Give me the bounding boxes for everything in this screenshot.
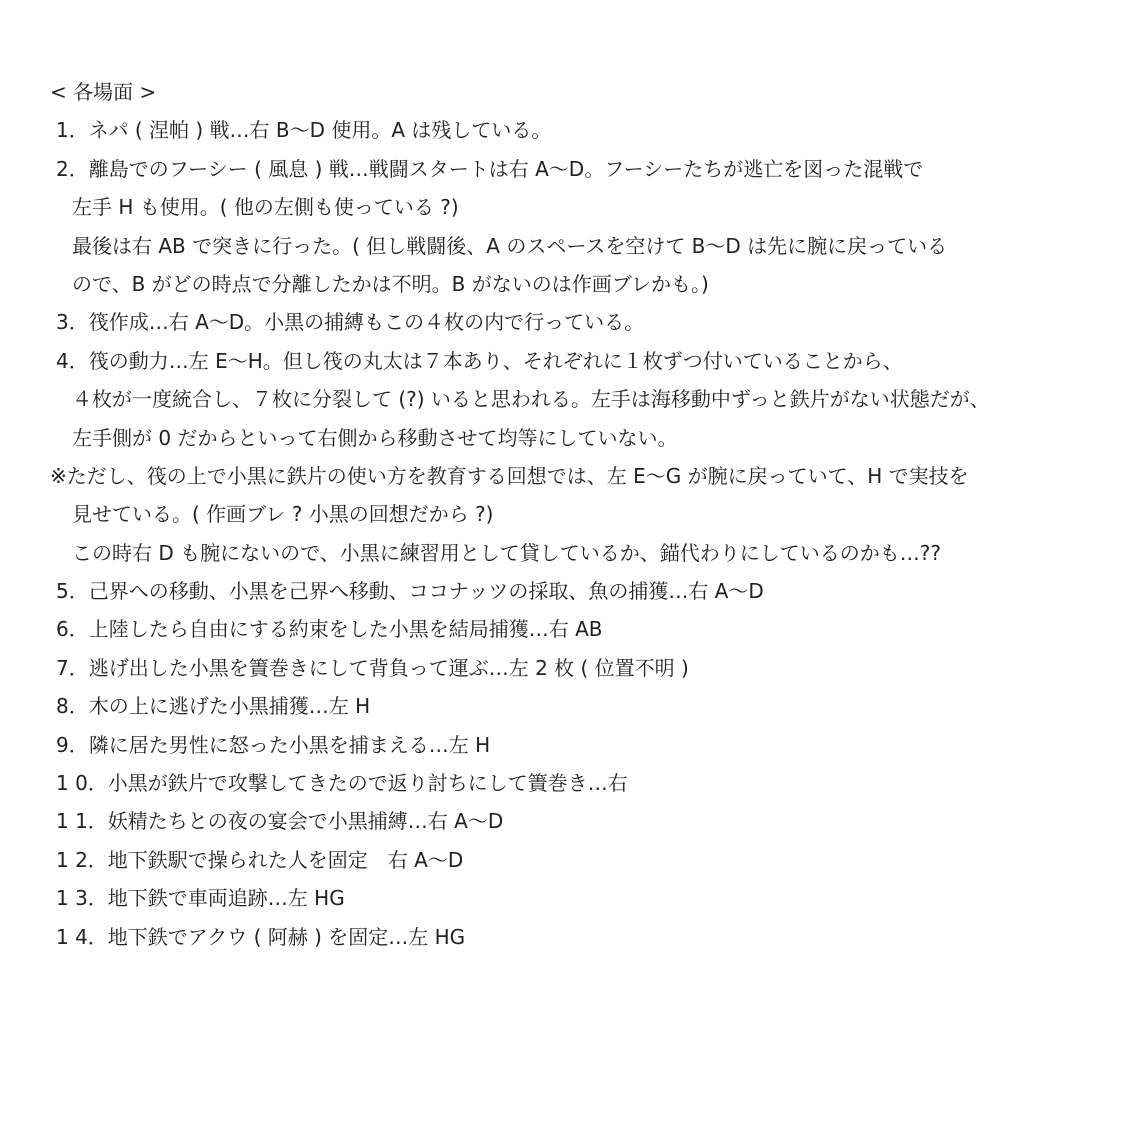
- list-item-14: 1 4．地下鉄でアクウ ( 阿赫 ) を固定…左 HG: [56, 924, 466, 949]
- list-item-4: 4．筏の動力…左 E〜H。但し筏の丸太は７本あり、それぞれに１枚ずつ付いていることから、: [56, 348, 903, 373]
- list-item-2: 2．離島でのフーシー ( 風息 ) 戦…戦闘スタートは右 A〜D。フーシーたちが逃亡を図った混戦で: [56, 156, 924, 181]
- list-item-3: 3．筏作成…右 A〜D。小黒の捕縛もこの４枚の内で行っている。: [56, 310, 645, 335]
- list-item-8: 8．木の上に逃げた小黒捕獲…左 H: [56, 694, 371, 719]
- note-item: ※ただし、筏の上で小黒に鉄片の使い方を教育する回想では、左 E〜G が腕に戻っていて、H で実技を: [50, 463, 969, 488]
- list-item-10: 1 0．小黒が鉄片で攻撃してきたので返り討ちにして簀巻き…右: [56, 771, 628, 796]
- section-heading: < 各場面 >: [50, 80, 157, 104]
- document-body: [50, 73, 1110, 956]
- list-item-9: 9．隣に居た男性に怒った小黒を捕まえる…左 H: [56, 732, 491, 757]
- list-item-5: 5．己界への移動、小黒を己界へ移動、ココナッツの採取、魚の捕獲…右 A〜D: [56, 579, 764, 604]
- list-item-2-continuation: 最後は右 AB で突きに行った。( 但し戦闘後、A のスペースを空けて B〜D は先に腕に戻っている: [72, 233, 948, 258]
- list-item-11: 1 1．妖精たちとの夜の宴会で小黒捕縛…右 A〜D: [56, 809, 504, 834]
- list-item-12: 1 2．地下鉄駅で操られた人を固定 右 A〜D: [56, 847, 464, 872]
- list-item-7: 7．逃げ出した小黒を簀巻きにして背負って運ぶ…左 2 枚 ( 位置不明 ): [56, 655, 689, 680]
- list-item-2-continuation: ので、B がどの時点で分離したかは不明。B がないのは作画ブレかも。): [72, 271, 709, 296]
- list-item-4-continuation: 左手側が 0 だからといって右側から移動させて均等にしていない。: [72, 425, 678, 450]
- list-item-6: 6．上陸したら自由にする約束をした小黒を結局捕獲…右 AB: [56, 617, 603, 642]
- list-item-2-continuation: 左手 H も使用。( 他の左側も使っている ?): [72, 195, 459, 220]
- note-continuation: この時右 D も腕にないので、小黒に練習用として貸しているか、錨代わりにしているのかも…??: [72, 540, 941, 565]
- list-item-1: 1．ネパ ( 涅帕 ) 戦…右 B〜D 使用。A は残している。: [56, 118, 552, 143]
- list-item-13: 1 3．地下鉄で車両追跡…左 HG: [56, 886, 345, 911]
- note-continuation: 見せている。( 作画ブレ ? 小黒の回想だから ?): [72, 502, 494, 527]
- list-item-4-continuation: ４枚が一度統合し、７枚に分裂して (?) いると思われる。左手は海移動中ずっと鉄片がない状態だが、: [72, 387, 990, 412]
